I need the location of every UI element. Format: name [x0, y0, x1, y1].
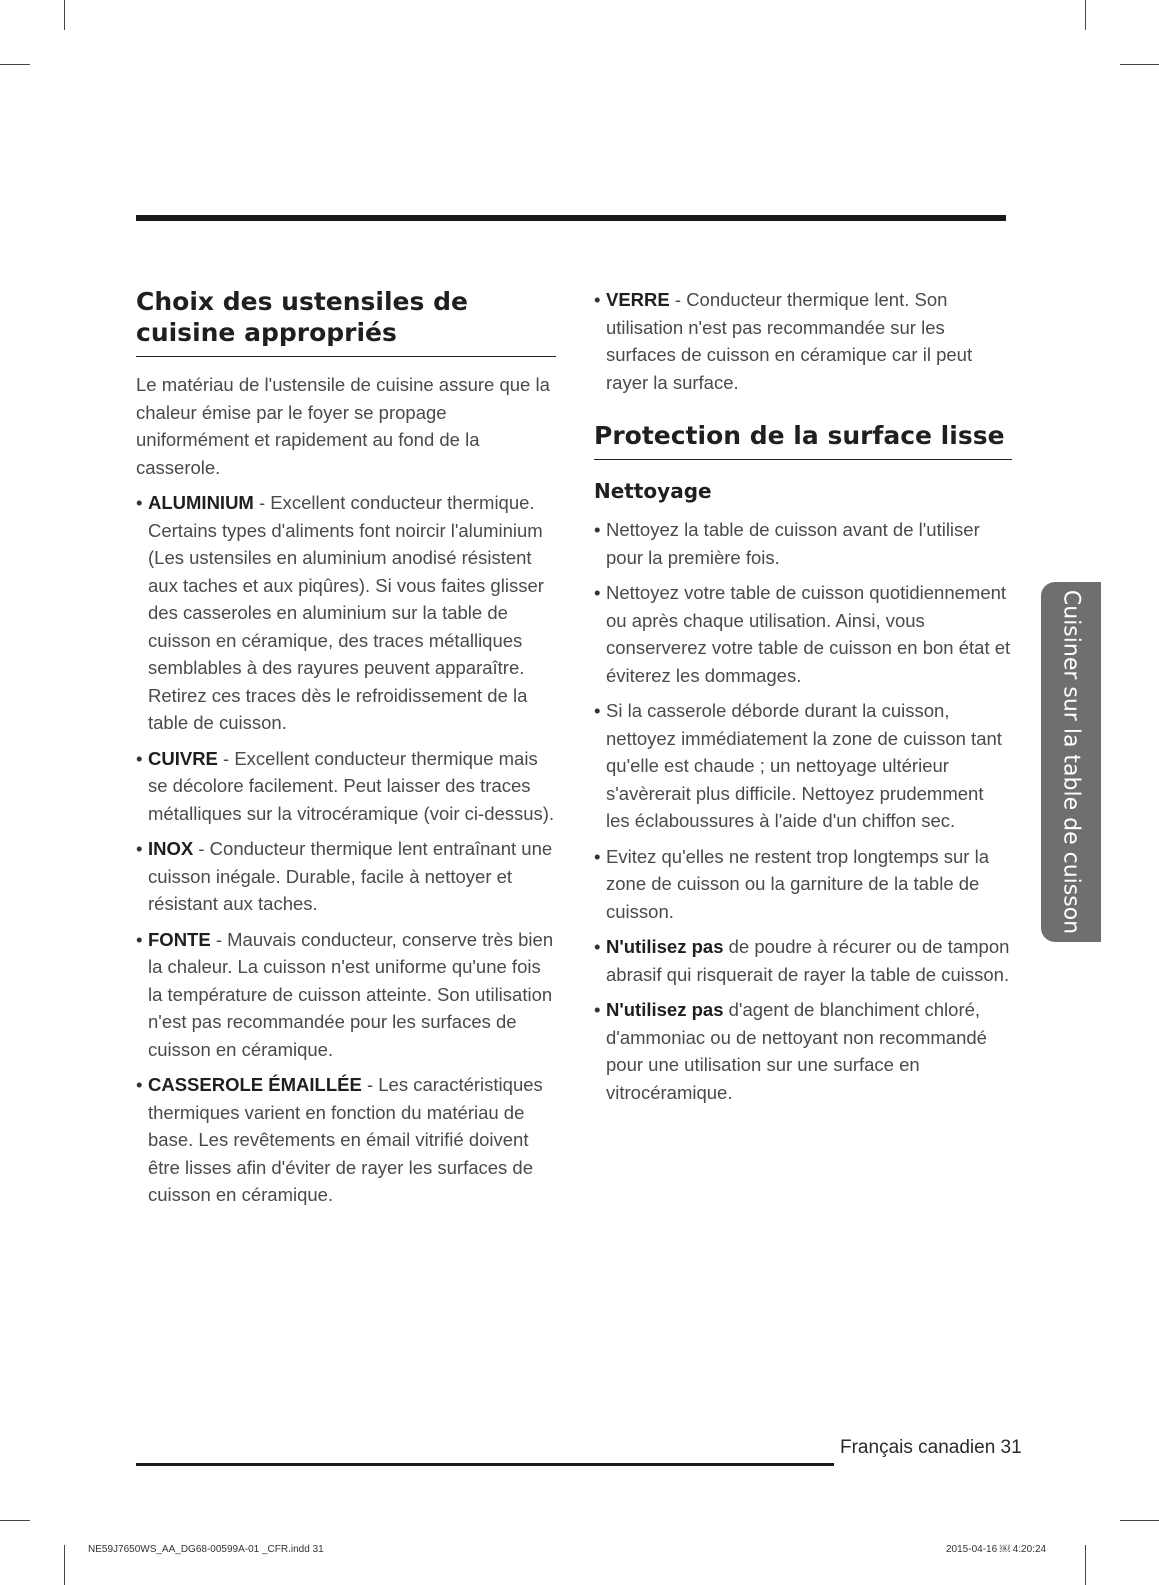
cleaning-list [594, 516, 1012, 1106]
item-text: Evitez qu'elles ne restent trop longtemps sur la zone de cuisson ou la garniture de la table de cuisson. [606, 845, 989, 922]
crop-mark [0, 64, 30, 65]
list-item [136, 1071, 556, 1209]
left-column [136, 286, 556, 1217]
list-item [136, 835, 556, 918]
chapter-side-tab-label: Cuisiner sur la table de cuisson [1058, 589, 1084, 935]
section-heading-cookware: Choix des ustensiles de cuisine appropriés [136, 286, 556, 357]
subheading-cleaning: Nettoyage [594, 479, 712, 503]
item-term: ALUMINIUM [148, 492, 254, 513]
item-text: - Mauvais conducteur, conserve très bien la chaleur. La cuisson n'est uniforme qu'une fois la température de cuisson atteinte. Son utilisation n'est pas recommandée pour les surfaces de cuisson en céramique. [148, 928, 554, 1060]
list-item [594, 579, 1012, 689]
item-term: N'utilisez pas [606, 936, 724, 957]
item-text: - Excellent conducteur thermique mais se décolore facilement. Peut laisser des traces métalliques sur la vitrocéramique (voir ci-dessus). [148, 747, 555, 824]
item-text: Nettoyez votre table de cuisson quotidiennement ou après chaque utilisation. Ainsi, vous conserverez votre table de cuisson en bon état et éviterez les dommages. [606, 582, 1011, 686]
crop-mark [0, 1520, 30, 1521]
item-term: INOX [148, 838, 194, 859]
crop-mark [64, 0, 65, 30]
header-rule [136, 215, 1006, 221]
right-column [594, 286, 1012, 1114]
section-heading-protection: Protection de la surface lisse [594, 420, 1012, 460]
list-item [136, 745, 556, 828]
list-item [594, 286, 1012, 396]
item-term: N'utilisez pas [606, 999, 724, 1020]
item-term: CASSEROLE ÉMAILLÉE [148, 1074, 362, 1095]
list-item [594, 933, 1012, 988]
list-item [594, 843, 1012, 926]
item-text: - Excellent conducteur thermique. Certains types d'aliments font noircir l'aluminium (Les ustensiles en aluminium anodisé résistent aux taches et aux piqûres). Si vous faites glisser des casseroles en aluminium sur la table de cuisson en céramique, des traces métalliques semblables à des rayures peuvent apparaître. Retirez ces traces dès le refroidissement de la table de cuisson. [148, 492, 544, 733]
item-term: CUIVRE [148, 747, 218, 769]
footer-rule [136, 1463, 834, 1466]
crop-mark [1085, 0, 1086, 30]
chapter-side-tab [1041, 582, 1101, 942]
item-text: - Conducteur thermique lent. Son utilisation n'est pas recommandée sur les surfaces de cuisson en céramique car il peut rayer la surface. [606, 289, 973, 393]
list-item [136, 926, 556, 1064]
list-item [136, 489, 556, 737]
page-number-label: Français canadien 31 [840, 1437, 1022, 1458]
crop-mark [1120, 1520, 1159, 1521]
file-info: NE59J7650WS_AA_DG68-00599A-01 _CFR.indd 31 [88, 1544, 324, 1555]
crop-mark [1120, 64, 1159, 65]
list-item [594, 996, 1012, 1106]
item-text: Si la casserole déborde durant la cuisson, nettoyez immédiatement la zone de cuisson tant qu'elle est chaude ; un nettoyage ultérieur s'avèrerait plus difficile. Nettoyez prudemment les éclaboussures à l'aide d'un chiffon sec. [606, 700, 1002, 831]
cookware-list-continued [594, 286, 1012, 396]
crop-mark [1085, 1545, 1086, 1585]
list-item [594, 516, 1012, 571]
print-timestamp: 2015-04-16 ￼ 4:20:24 [946, 1544, 1047, 1555]
intro-paragraph: Le matériau de l'ustensile de cuisine assure que la chaleur émise par le foyer se propage uniformément et rapidement au fond de la casserole. [136, 374, 550, 478]
item-text: d'agent de blanchiment chloré, d'ammoniac ou de nettoyant non recommandé pour une utilisation sur une surface en vitrocéramique. [606, 999, 987, 1103]
crop-mark [64, 1545, 65, 1585]
item-term: VERRE [606, 289, 670, 310]
item-text: - Les caractéristiques thermiques varient en fonction du matériau de base. Les revêtements en émail vitrifié doivent être lisses afin d'éviter de rayer les surfaces de cuisson en céramique. [148, 1074, 543, 1205]
item-term: FONTE [148, 928, 211, 950]
item-text: - Conducteur thermique lent entraînant une cuisson inégale. Durable, facile à nettoyer et résistant aux taches. [148, 838, 553, 914]
cookware-list [136, 489, 556, 1209]
list-item [594, 697, 1012, 835]
item-text: de poudre à récurer ou de tampon abrasif qui risquerait de rayer la table de cuisson. [606, 936, 1010, 985]
item-text: Nettoyez la table de cuisson avant de l'utiliser pour la première fois. [606, 519, 980, 568]
